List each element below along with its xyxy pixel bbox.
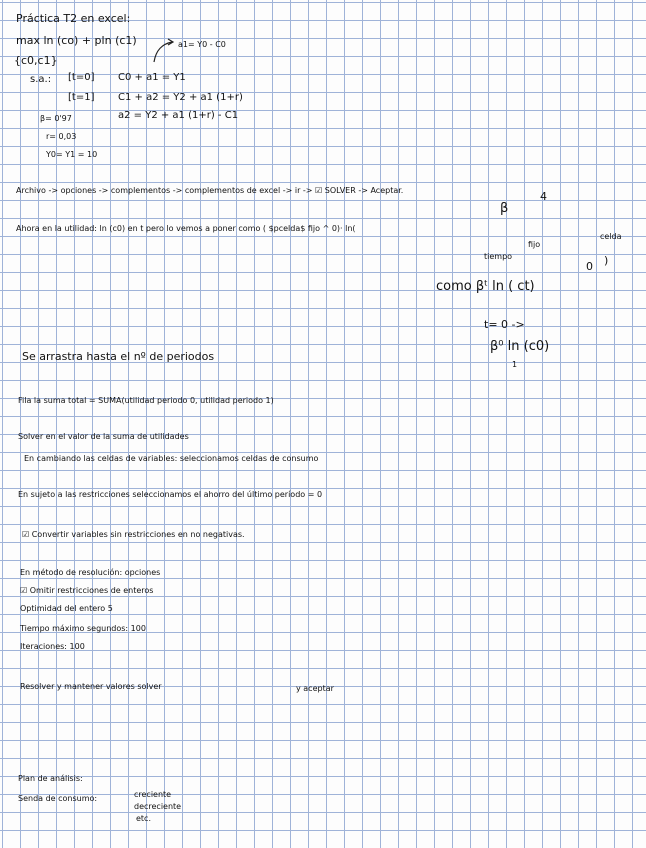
close-paren: ) [604,254,609,267]
constraints-label: s.a.: [30,74,52,85]
income-values: Y0= Y1 = 10 [46,150,98,159]
fijo-subscript: fijo [528,240,541,249]
t1-bracket: [t=1] [68,92,95,103]
step-ahora: Ahora en la utilidad: ln (c0) en t pero lo vemos a poner como ( $pcelda$ fijo ^ 0)· ln( [16,224,356,233]
step-optimidad: Optimidad del entero 5 [20,604,113,613]
t1-constraint: C1 + a2 = Y2 + a1 (1+r) [118,92,243,103]
page-title: Práctica T2 en excel: [16,12,131,25]
senda-decreciente: decreciente [134,802,182,811]
senda-label: Senda de consumo: [18,794,98,803]
one-under: 1 [512,360,518,369]
objective-function: max ln (co) + pln (c1) [16,34,137,47]
a1-note: a1= Y0 - C0 [178,40,226,49]
step-metodo: En método de resolución: opciones [20,568,161,577]
step-sujeto: En sujeto a las restricciones seleccionamos el ahorro del último período = 0 [18,490,323,499]
zero-subscript: 0 [586,260,593,273]
four-superscript: 4 [540,190,547,203]
celda-subscript: celda [600,232,622,241]
como-line: como βᵗ ln ( ct) [436,279,535,294]
step-tiempo-max: Tiempo máximo segundos: 100 [20,624,146,633]
step-archivo: Archivo -> opciones -> complementos -> complementos de excel -> ir -> ☑ SOLVER -> Aceptar. [16,186,404,195]
step-cambiando: En cambiando las celdas de variables: seleccionamos celdas de consumo [24,454,319,463]
senda-creciente: creciente [134,790,172,799]
choice-variables: {c0,c1} [14,54,58,67]
step-iteraciones: Iteraciones: 100 [20,642,85,651]
step-convertir: ☑ Convertir variables sin restricciones en no negativas. [22,530,245,539]
t-equals-zero: t= 0 -> [484,318,525,331]
step-aceptar: y aceptar [296,684,334,693]
t0-bracket: [t=0] [68,72,95,83]
t0-constraint: C0 + a1 = Y1 [118,72,186,83]
arrow-icon [150,36,180,66]
step-fila-suma: Fila la suma total = SUMA(utilidad periodo 0, utilidad periodo 1) [18,396,274,405]
senda-etc: etc. [136,814,151,823]
a2-constraint: a2 = Y2 + a1 (1+r) - C1 [118,110,239,121]
step-omitir: ☑ Omitir restricciones de enteros [20,586,154,595]
rate-value: r= 0,03 [46,132,77,141]
step-arrastra: Se arrastra hasta el nº de periodos [22,350,215,363]
step-resolver: Resolver y mantener valores solver [20,682,162,691]
tiempo-subscript: tiempo [484,252,513,261]
beta-value: β= 0'97 [40,114,72,123]
beta-superscript: β [500,201,509,216]
plan-analisis: Plan de análisis: [18,774,83,783]
step-solver-valor: Solver en el valor de la suma de utilidades [18,432,189,441]
beta-zero-term: β⁰ ln (c0) [490,339,550,354]
